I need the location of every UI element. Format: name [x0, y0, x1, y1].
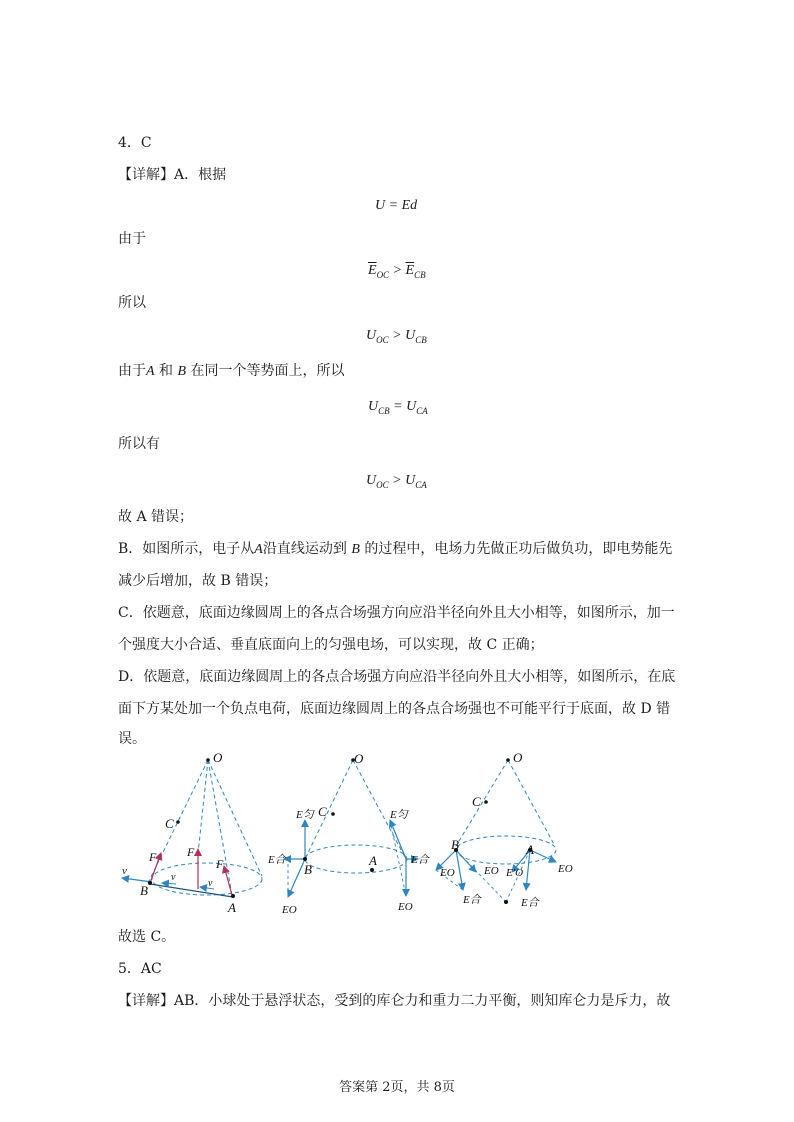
label-v: v [171, 872, 176, 883]
label-f: F [216, 857, 224, 871]
c-explanation-line2: 个强度大小合适、垂直底面向上的匀强电场，可以实现，故 C 正确； [118, 637, 544, 653]
equation-e-compare: $\overline{E}_{OC} > \overline{E}_{CB}$ [368, 263, 426, 280]
label-e-o: EO [484, 865, 499, 877]
cone-1 [122, 750, 262, 915]
label-a: A [228, 900, 236, 915]
equation-u-oc-ca: $U_{OC} > U_{CA}$ [366, 473, 427, 490]
label-e-uniform: E匀 [296, 809, 314, 821]
cone-3 [436, 750, 573, 909]
page-footer: 答案第 2页，共 8页 [339, 1080, 455, 1095]
label-c: C [318, 804, 327, 819]
q4-intro: 【详解】A．根据 [118, 167, 227, 183]
label-c: C [472, 794, 481, 809]
label-o: O [354, 751, 364, 766]
label-v: v [122, 865, 127, 877]
label-e-resultant: E合 [268, 854, 286, 866]
label-e-o: EO [398, 901, 413, 913]
d-explanation-line3: 误。 [118, 731, 146, 747]
a-wrong-text: 故 A 错误； [118, 509, 194, 525]
label-e-resultant: E合 [463, 894, 481, 906]
since-text: 由于 [118, 231, 146, 247]
label-o: O [213, 750, 223, 765]
label-e-o-prime: E′O [506, 867, 524, 879]
equation-u-ed: U = Ed [375, 198, 418, 213]
label-e-resultant: E合 [411, 854, 429, 866]
label-e-o: EO [440, 867, 455, 879]
so-text: 所以 [118, 295, 146, 311]
label-e-o: EO [558, 863, 573, 875]
q5-number: 5．AC [118, 961, 162, 977]
point-c-dot [176, 820, 180, 824]
line-ab-same-surface: 由于A 和 B 在同一个等势面上，所以 [118, 363, 345, 379]
label-b: B [451, 837, 459, 852]
label-e-uniform: E匀 [390, 809, 408, 821]
so-have-text: 所以有 [118, 436, 160, 452]
label-b: B [140, 883, 148, 898]
q4-number: 4．C [118, 135, 152, 151]
label-o: O [513, 750, 523, 765]
cones-figure [118, 742, 588, 922]
label-b: B [304, 862, 312, 877]
choose-c-text: 故选 C。 [118, 929, 176, 945]
c-explanation-line1: C．依题意，底面边缘圆周上的各点合场强方向应沿半径向外且大小相等，如图所示，加一 [118, 605, 675, 621]
label-c: C [165, 816, 174, 831]
b-explanation-line1: B．如图所示，电子从A沿直线运动到 B 的过程中，电场力先做正功后做负功，即电势能先 [118, 541, 673, 557]
equation-u-cb-ca: $U_{CB} = U_{CA}$ [368, 399, 428, 416]
label-v: v [208, 878, 213, 889]
d-explanation-line2: 面下方某处加一个负点电荷，底面边缘圆周上的各点合场强也不可能平行于底面，故 D 错 [118, 701, 671, 717]
label-f: F [187, 845, 195, 859]
d-explanation-line1: D．依题意，底面边缘圆周上的各点合场强方向应沿半径向外且大小相等，如图所示，在底 [118, 669, 676, 685]
q5-explanation-line1: 【详解】AB．小球处于悬浮状态，受到的库仑力和重力二力平衡，则知库仑力是斥力，故 [118, 993, 671, 1009]
label-e-resultant: E合 [521, 897, 539, 909]
label-a: A [369, 853, 377, 868]
label-a: A [526, 842, 534, 857]
cone-2 [267, 751, 430, 916]
label-e-o: EO [282, 904, 297, 916]
label-f: F [149, 850, 157, 864]
negative-charge-dot [504, 900, 508, 904]
b-explanation-line2: 减少后增加，故 B 错误； [118, 573, 278, 589]
equation-u-oc-cb: $U_{OC} > U_{CB}$ [366, 328, 427, 345]
